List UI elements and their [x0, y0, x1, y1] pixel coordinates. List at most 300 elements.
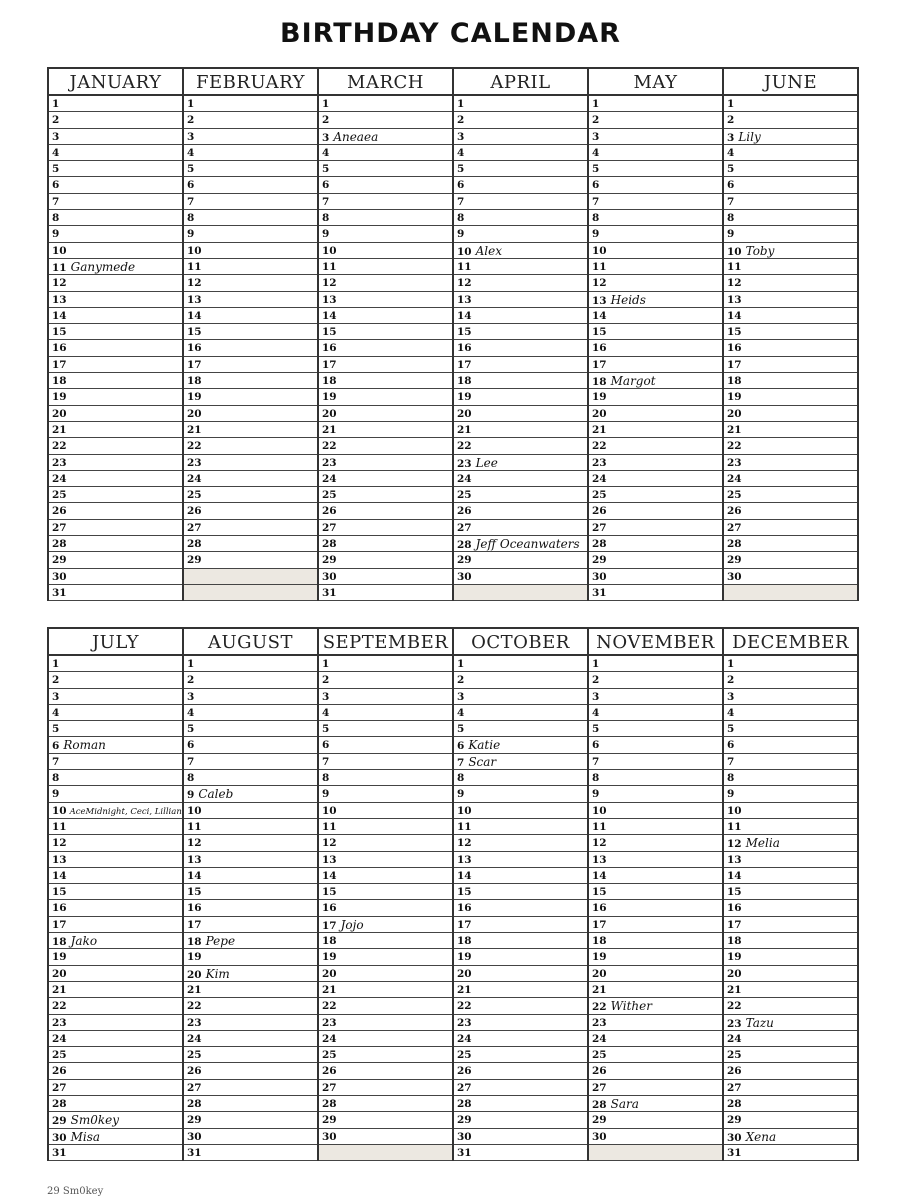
day-row [319, 552, 452, 568]
day-number: 23 [52, 1016, 67, 1029]
day-number: 12 [187, 837, 202, 850]
birthday-name: AceMidnight, Ceci, Lillian [69, 806, 182, 817]
day-row [49, 689, 182, 705]
day-row [184, 1047, 317, 1063]
day-number: 12 [457, 277, 472, 290]
day-row [184, 786, 317, 802]
day-row [49, 585, 182, 601]
day-row [589, 786, 722, 802]
day-number: 22 [727, 1000, 742, 1013]
day-row [49, 406, 182, 422]
day-number: 24 [727, 472, 742, 485]
day-row [454, 966, 587, 982]
day-row [49, 852, 182, 868]
day-number: 11 [727, 820, 742, 833]
day-number: 28 [727, 538, 742, 551]
day-row [184, 656, 317, 672]
day-number: 24 [187, 1032, 202, 1045]
day-number: 6 [592, 179, 600, 192]
day-row [319, 737, 452, 753]
day-number: 22 [52, 1000, 67, 1013]
day-row [454, 177, 587, 193]
day-row [319, 569, 452, 585]
day-row [319, 471, 452, 487]
day-number: 13 [52, 853, 67, 866]
day-row [184, 835, 317, 851]
day-row [724, 161, 857, 177]
day-number: 25 [52, 1049, 67, 1062]
day-row [319, 1096, 452, 1112]
day-number: 25 [322, 1049, 337, 1062]
day-number: 14 [727, 869, 742, 882]
day-row [454, 210, 587, 226]
day-row [319, 308, 452, 324]
day-row [589, 770, 722, 786]
day-row [49, 389, 182, 405]
day-row [724, 656, 857, 672]
day-number: 8 [457, 772, 465, 785]
day-row [49, 487, 182, 503]
day-number: 1 [187, 98, 195, 110]
day-number: 10 [322, 244, 337, 257]
day-number: 17 [457, 918, 472, 931]
day-row [184, 1063, 317, 1079]
day-row [49, 357, 182, 373]
day-row [589, 145, 722, 161]
birthday-name: Wither [610, 999, 652, 1014]
day-row [724, 259, 857, 275]
day-number: 28 [187, 538, 202, 551]
day-number: 6 [187, 179, 195, 192]
day-number: 7 [457, 756, 465, 769]
day-row [184, 737, 317, 753]
day-number: 22 [457, 1000, 472, 1013]
day-row [724, 292, 857, 308]
day-number: 19 [322, 391, 337, 404]
day-number: 26 [322, 505, 337, 518]
day-number: 25 [727, 489, 742, 502]
day-number: 22 [187, 1000, 202, 1013]
day-row [724, 966, 857, 982]
day-row [49, 770, 182, 786]
day-number: 15 [187, 886, 202, 899]
day-number: 14 [187, 869, 202, 882]
day-row [454, 112, 587, 128]
day-row [49, 422, 182, 438]
day-number: 11 [322, 260, 337, 273]
day-row [589, 259, 722, 275]
day-row [724, 455, 857, 471]
day-row [49, 161, 182, 177]
day-number: 15 [52, 886, 67, 899]
day-number: 5 [322, 163, 330, 176]
day-number: 29 [592, 554, 607, 567]
birthday-name: Ganymede [70, 259, 136, 274]
day-row [49, 226, 182, 242]
birthday-name: Alex [475, 243, 502, 258]
day-row [724, 373, 857, 389]
day-row [184, 819, 317, 835]
day-number: 9 [457, 228, 465, 241]
day-row [589, 868, 722, 884]
day-row [589, 552, 722, 568]
day-row [49, 819, 182, 835]
day-row [724, 900, 857, 916]
day-row [184, 406, 317, 422]
day-row [49, 721, 182, 737]
day-number: 12 [187, 277, 202, 290]
day-number: 18 [457, 935, 472, 948]
birthday-name: Heids [610, 292, 646, 307]
day-number: 4 [592, 146, 600, 159]
day-row [724, 982, 857, 998]
day-row [724, 471, 857, 487]
day-number: 14 [187, 309, 202, 322]
day-number: 21 [187, 983, 202, 996]
calendar-block-jul-dec [47, 627, 857, 1161]
day-number: 24 [457, 1032, 472, 1045]
day-number: 5 [187, 163, 195, 176]
day-number: 20 [187, 968, 202, 981]
day-number: 25 [457, 1049, 472, 1062]
day-row [184, 373, 317, 389]
day-number: 8 [187, 212, 195, 225]
day-row [724, 536, 857, 552]
day-number: 20 [52, 967, 67, 980]
day-number: 30 [187, 1130, 202, 1143]
day-number: 8 [592, 772, 600, 785]
day-number: 24 [727, 1032, 742, 1045]
day-number: 21 [322, 423, 337, 436]
day-number: 4 [592, 706, 600, 719]
month-columns [47, 627, 859, 1161]
day-row [454, 933, 587, 949]
day-number: 23 [187, 1016, 202, 1029]
day-number: 1 [727, 658, 735, 670]
day-row [589, 503, 722, 519]
day-row [454, 1129, 587, 1145]
day-row [589, 656, 722, 672]
day-number: 22 [52, 440, 67, 453]
day-row [49, 112, 182, 128]
day-number: 29 [727, 1114, 742, 1127]
day-number: 19 [592, 951, 607, 964]
day-number: 20 [727, 407, 742, 420]
day-row [724, 145, 857, 161]
day-row [49, 145, 182, 161]
day-row [454, 1080, 587, 1096]
day-number: 22 [457, 440, 472, 453]
cropped-text: 29 Sm0key [47, 1186, 104, 1197]
month-header: JULY [49, 629, 182, 656]
day-row [319, 1031, 452, 1047]
day-row [589, 1031, 722, 1047]
day-number: 7 [322, 755, 330, 768]
day-number: 1 [592, 98, 600, 110]
day-number: 18 [727, 375, 742, 388]
day-number: 10 [187, 804, 202, 817]
day-row [319, 455, 452, 471]
day-row [454, 324, 587, 340]
day-row [589, 705, 722, 721]
day-number: 18 [592, 376, 607, 389]
day-row [319, 536, 452, 552]
day-number: 7 [727, 195, 735, 208]
day-row [319, 998, 452, 1014]
day-number: 2 [187, 674, 195, 687]
day-number: 23 [457, 457, 472, 470]
day-row [319, 503, 452, 519]
day-row [589, 324, 722, 340]
month-header: AUGUST [184, 629, 317, 656]
day-number: 8 [592, 212, 600, 225]
day-number: 18 [187, 936, 202, 949]
day-number: 16 [52, 342, 67, 355]
day-number: 17 [52, 358, 67, 371]
day-row [184, 1031, 317, 1047]
day-row [319, 819, 452, 835]
month-column-january [49, 69, 184, 601]
day-number: 29 [457, 554, 472, 567]
day-row [184, 503, 317, 519]
day-number: 24 [322, 1032, 337, 1045]
day-row [589, 754, 722, 770]
day-row [319, 786, 452, 802]
day-number: 26 [187, 505, 202, 518]
day-row-empty [319, 1145, 452, 1161]
day-number: 5 [457, 723, 465, 736]
day-row [724, 949, 857, 965]
day-number: 31 [187, 1146, 202, 1159]
day-number: 21 [727, 423, 742, 436]
day-row [49, 1145, 182, 1161]
day-number: 27 [592, 1081, 607, 1094]
day-number: 8 [322, 772, 330, 785]
day-number: 8 [727, 772, 735, 785]
day-row [589, 1096, 722, 1112]
day-number: 5 [187, 723, 195, 736]
day-row [454, 226, 587, 242]
day-row [184, 438, 317, 454]
day-row [589, 933, 722, 949]
day-row [724, 487, 857, 503]
day-row [184, 243, 317, 259]
day-number: 3 [52, 130, 60, 143]
day-number: 22 [592, 1001, 607, 1014]
day-row [49, 552, 182, 568]
day-row [724, 438, 857, 454]
day-number: 24 [187, 472, 202, 485]
day-row [589, 982, 722, 998]
day-number: 2 [187, 114, 195, 127]
day-number: 2 [52, 674, 60, 687]
day-row [184, 177, 317, 193]
day-number: 27 [322, 521, 337, 534]
day-number: 12 [727, 277, 742, 290]
day-number: 3 [187, 690, 195, 703]
day-number: 1 [457, 98, 465, 110]
day-row [49, 884, 182, 900]
day-number: 3 [592, 130, 600, 143]
day-number: 17 [592, 358, 607, 371]
day-number: 28 [52, 538, 67, 551]
day-row [724, 406, 857, 422]
day-row [454, 949, 587, 965]
day-number: 6 [52, 179, 60, 192]
day-number: 2 [322, 114, 330, 127]
day-number: 8 [52, 772, 60, 785]
day-row [454, 438, 587, 454]
day-row [319, 177, 452, 193]
day-row [589, 536, 722, 552]
day-row [724, 389, 857, 405]
day-number: 28 [52, 1098, 67, 1111]
day-number: 5 [592, 723, 600, 736]
day-number: 13 [457, 853, 472, 866]
day-row [724, 1145, 857, 1161]
day-number: 16 [457, 342, 472, 355]
day-row [454, 373, 587, 389]
day-row [184, 1129, 317, 1145]
day-row [724, 1047, 857, 1063]
day-number: 18 [727, 935, 742, 948]
day-number: 22 [322, 1000, 337, 1013]
day-number: 30 [52, 570, 67, 583]
day-number: 31 [727, 1146, 742, 1159]
day-number: 14 [52, 309, 67, 322]
day-number: 18 [322, 375, 337, 388]
day-row [589, 340, 722, 356]
day-number: 27 [187, 1081, 202, 1094]
day-number: 8 [52, 212, 60, 225]
birthday-name: Jojo [340, 917, 364, 932]
day-number: 5 [52, 723, 60, 736]
day-row [319, 868, 452, 884]
day-number: 28 [457, 1098, 472, 1111]
day-row [454, 1063, 587, 1079]
day-number: 5 [457, 163, 465, 176]
day-number: 26 [457, 505, 472, 518]
calendar-block-jan-jun [47, 67, 857, 601]
day-row-empty [184, 569, 317, 585]
day-number: 25 [322, 489, 337, 502]
day-row [454, 308, 587, 324]
day-number: 2 [322, 674, 330, 687]
day-number: 15 [52, 326, 67, 339]
day-row [589, 357, 722, 373]
day-number: 13 [322, 853, 337, 866]
day-row [589, 585, 722, 601]
day-number: 25 [457, 489, 472, 502]
day-row [49, 1112, 182, 1128]
day-row [49, 1063, 182, 1079]
day-row [454, 1096, 587, 1112]
day-row [724, 770, 857, 786]
day-number: 21 [52, 423, 67, 436]
day-row [454, 770, 587, 786]
birthday-name: Caleb [198, 787, 234, 802]
day-row [319, 982, 452, 998]
day-row [724, 308, 857, 324]
day-number: 21 [457, 423, 472, 436]
day-number: 30 [727, 1131, 742, 1144]
day-number: 9 [727, 228, 735, 241]
day-row [724, 933, 857, 949]
day-number: 18 [52, 936, 67, 949]
day-number: 9 [727, 788, 735, 801]
day-number: 7 [592, 195, 600, 208]
day-number: 10 [457, 804, 472, 817]
day-row [319, 966, 452, 982]
day-number: 31 [457, 1146, 472, 1159]
day-number: 24 [457, 472, 472, 485]
day-number: 28 [592, 538, 607, 551]
day-number: 29 [52, 554, 67, 567]
day-row [319, 487, 452, 503]
day-number: 27 [457, 1081, 472, 1094]
day-row [589, 917, 722, 933]
day-row [49, 340, 182, 356]
day-number: 17 [457, 358, 472, 371]
day-row [319, 194, 452, 210]
day-number: 7 [187, 755, 195, 768]
day-row [454, 705, 587, 721]
day-number: 21 [457, 983, 472, 996]
day-number: 1 [187, 658, 195, 670]
day-number: 6 [592, 739, 600, 752]
day-row [454, 275, 587, 291]
day-number: 30 [457, 570, 472, 583]
day-number: 11 [52, 820, 67, 833]
day-row [724, 689, 857, 705]
day-row [589, 455, 722, 471]
day-row [724, 884, 857, 900]
day-number: 14 [592, 309, 607, 322]
day-row [589, 292, 722, 308]
day-row [319, 161, 452, 177]
day-row [589, 275, 722, 291]
day-row-empty [589, 1145, 722, 1161]
day-number: 20 [592, 967, 607, 980]
day-number: 4 [727, 146, 735, 159]
day-number: 1 [52, 658, 60, 670]
day-number: 24 [52, 1032, 67, 1045]
month-header: MARCH [319, 69, 452, 96]
day-number: 30 [52, 1131, 67, 1144]
day-number: 26 [727, 1065, 742, 1078]
day-row [49, 96, 182, 112]
day-row [589, 177, 722, 193]
day-row [454, 835, 587, 851]
day-row [589, 406, 722, 422]
day-row [184, 1145, 317, 1161]
day-row [49, 177, 182, 193]
day-number: 23 [592, 456, 607, 469]
day-row [319, 340, 452, 356]
day-number: 14 [52, 869, 67, 882]
day-row [589, 721, 722, 737]
day-number: 27 [727, 1081, 742, 1094]
day-number: 1 [52, 98, 60, 110]
day-number: 27 [187, 521, 202, 534]
day-number: 23 [727, 456, 742, 469]
day-row [724, 868, 857, 884]
day-number: 19 [187, 951, 202, 964]
day-number: 13 [322, 293, 337, 306]
day-number: 12 [322, 837, 337, 850]
day-number: 2 [457, 674, 465, 687]
day-number: 15 [187, 326, 202, 339]
